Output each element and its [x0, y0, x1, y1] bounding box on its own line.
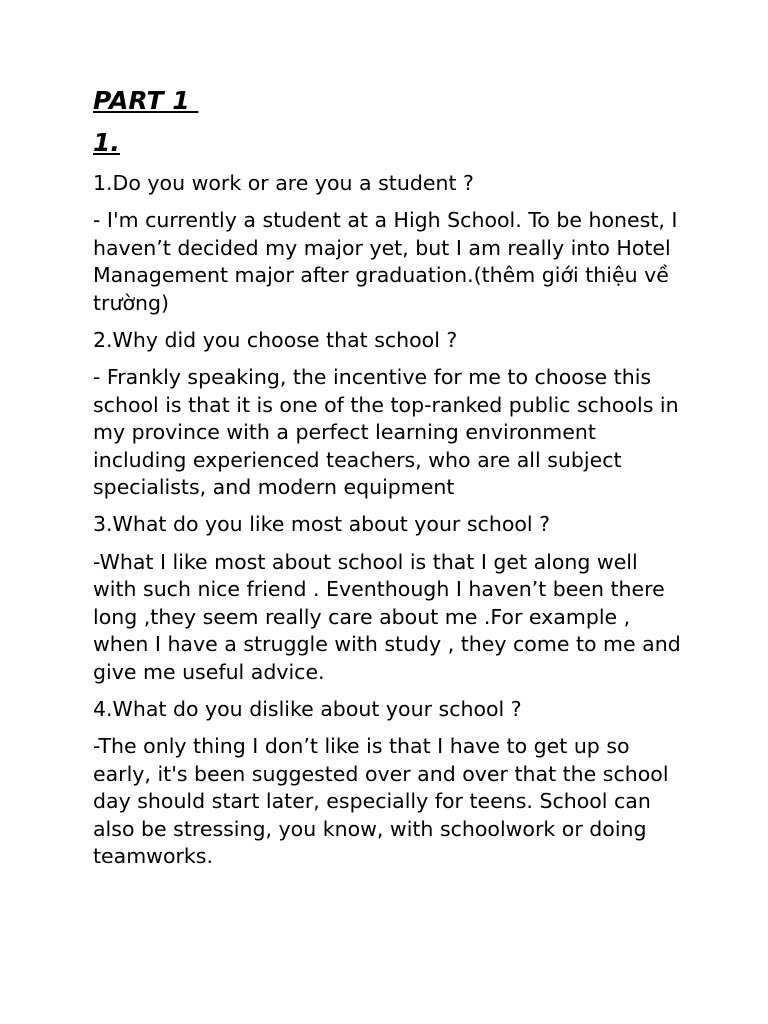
question-2: 2.Why did you choose that school ? [93, 328, 458, 353]
section-number: 1. [93, 128, 120, 157]
question-3: 3.What do you like most about your school ? [93, 512, 550, 537]
question-4: 4.What do you dislike about your school ? [93, 696, 522, 721]
answer-4: -The only thing I don’t like is that I have to get up so early, it's been suggested over and over that the school day should start later, especially for teens. School can also be stressing, you know, with schoolwork or doing teamworks. [93, 734, 669, 868]
document-page [93, 86, 683, 880]
answer-3: -What I like most about school is that I get along well with such nice friend . Eventhough I haven’t been there long ,they seem really care about me .For example , when I have a struggle with study , they come to me and give me useful advice. [93, 549, 681, 684]
answer-1: - I'm currently a student at a High School. To be honest, I haven’t decided my major yet, but I am really into Hotel Management major after graduation.(thêm giới thiệu về trường) [93, 208, 678, 315]
part-heading: PART 1 [93, 86, 199, 115]
question-1: 1.Do you work or are you a student ? [93, 171, 474, 195]
answer-2: - Frankly speaking, the incentive for me to choose this school is that it is one of the top-ranked public schools in my province with a perfect learning environment including experienced teachers, who are all subject specialists, and modern equipment [93, 365, 679, 500]
